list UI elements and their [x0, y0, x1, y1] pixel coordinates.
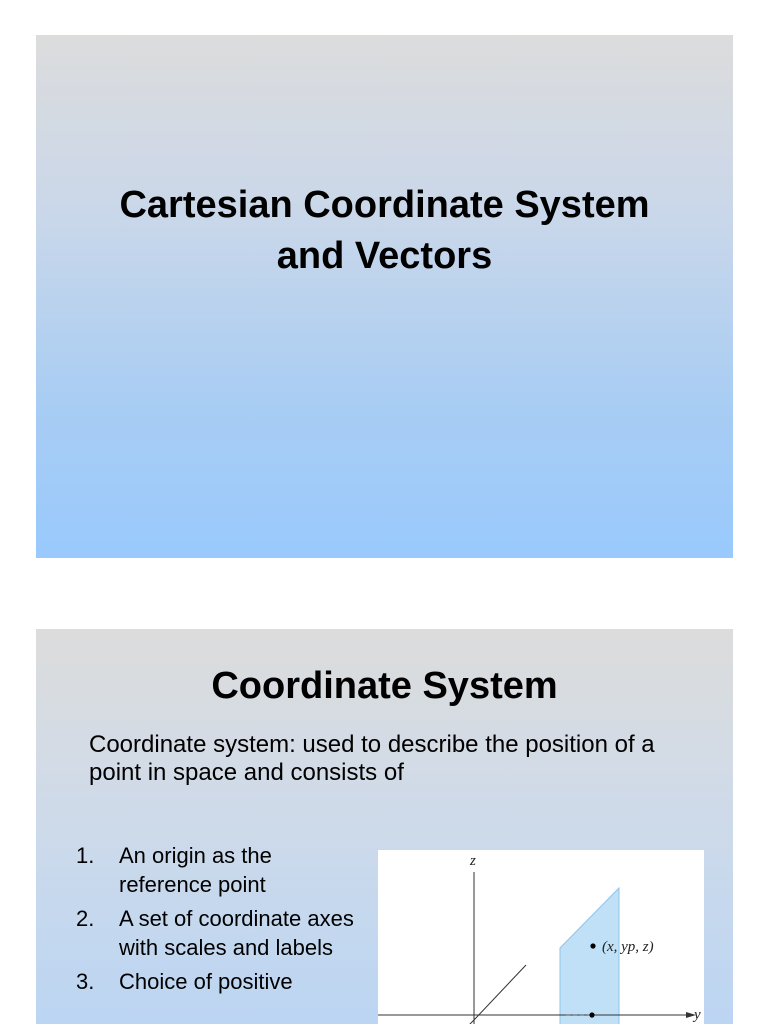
slide-title-line2: and Vectors — [276, 235, 493, 277]
list-item — [76, 967, 356, 996]
coordinate-system-slide — [36, 629, 733, 1024]
point-marker — [590, 943, 595, 948]
title-slide — [36, 35, 733, 558]
y-axis-label: y — [694, 1007, 701, 1023]
list-item-text: A set of coordinate axes with scales and labels — [119, 906, 354, 960]
x-axis — [474, 965, 526, 1020]
list-item-text: Choice of positive — [119, 969, 293, 994]
component-list — [76, 841, 356, 1001]
list-item — [76, 841, 356, 899]
slide-title — [36, 180, 733, 282]
slide-heading: Coordinate System — [211, 665, 558, 707]
list-item-text: An origin as the reference point — [119, 843, 272, 897]
projected-point — [589, 1012, 594, 1017]
intro-text: Coordinate system: used to describe the position of a point in space and consists of — [89, 731, 655, 786]
slide-title-line1: Cartesian Coordinate System — [119, 184, 650, 226]
list-item-number: 1. — [76, 843, 95, 868]
point-label: (x, yp, z) — [602, 939, 654, 955]
list-item-number: 2. — [76, 906, 95, 931]
vertical-plane — [560, 888, 619, 1024]
z-axis-label: z — [470, 853, 476, 869]
list-item-number: 3. — [76, 969, 95, 994]
coordinate-figure — [378, 850, 704, 1024]
coordinate-diagram — [378, 850, 704, 1024]
x-axis-ext — [464, 1020, 474, 1024]
list-item — [76, 904, 356, 962]
